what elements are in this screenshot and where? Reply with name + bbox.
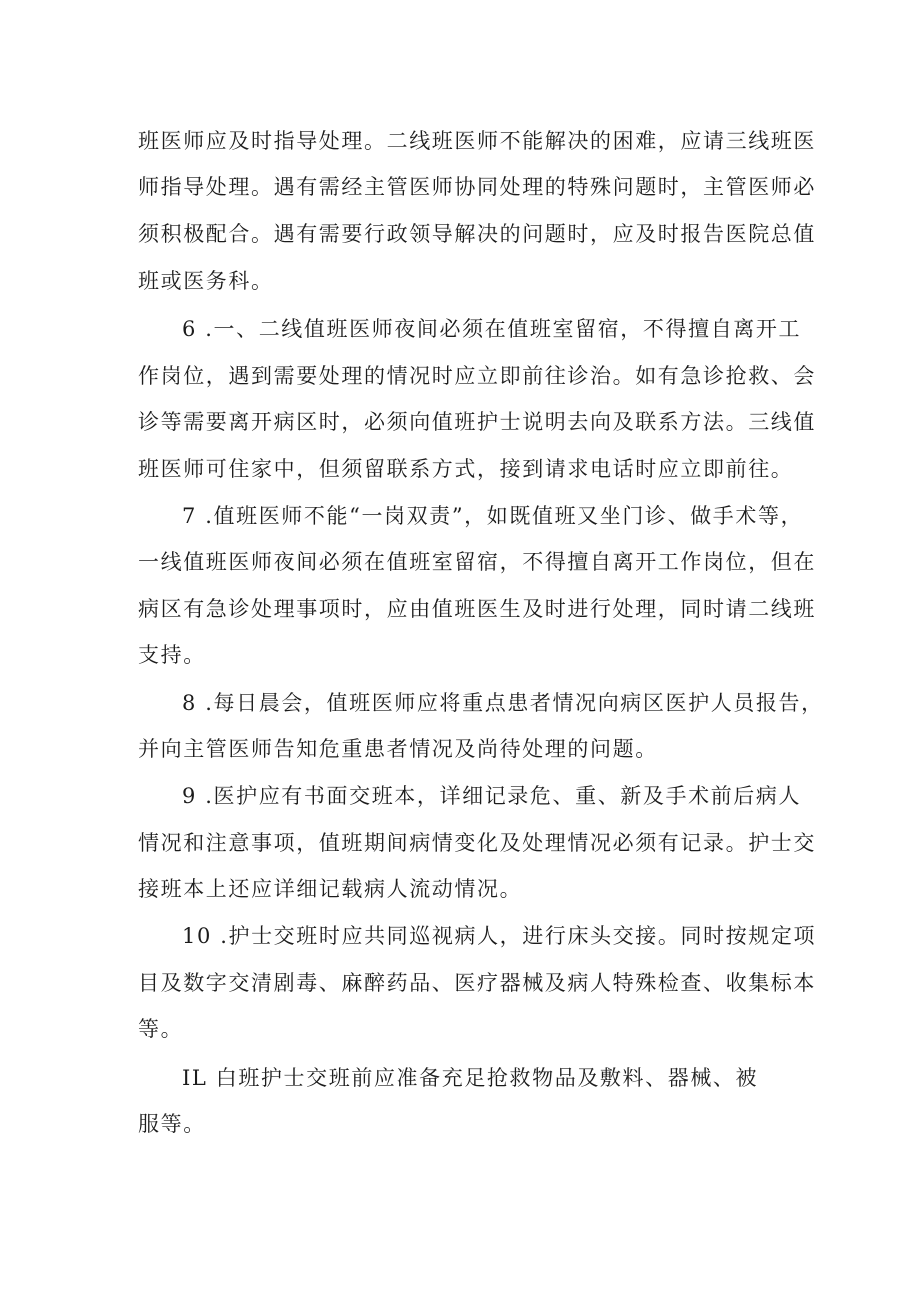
paragraph-8-start: 8 .每日晨会，值班医师应将重点患者情况向病区医护人员报告， [182, 691, 824, 715]
text-line: 接班本上还应详细记载病人流动情况。 [138, 877, 523, 901]
text-line: 等。 [138, 1017, 184, 1041]
paragraph-9-start: 9 .医护应有书面交班本，详细记录危、重、新及手术前后病人 [182, 784, 802, 808]
text-line: 师指导处理。遇有需经主管医师协同处理的特殊问题时，主管医师必 [138, 175, 816, 199]
text-line: 诊等需要离开病区时，必须向值班护士说明去向及联系方法。三线值 [138, 410, 816, 434]
paragraph-11-start: IL 白班护士交班前应准备充足抢救物品及敷料、器械、被 [182, 1066, 759, 1090]
text-line: 须积极配合。遇有需要行政领导解决的问题时，应及时报告医院总值 [138, 222, 816, 246]
text-line: 班或医务科。 [138, 269, 274, 293]
text-line: 支持。 [138, 643, 206, 667]
text-line: 目及数字交清剧毒、麻醉药品、医疗器械及病人特殊检查、收集标本 [138, 971, 816, 995]
text-line: 情况和注意事项，值班期间病情变化及处理情况必须有记录。护士交 [138, 831, 816, 855]
paragraph-10-start: 10 .护士交班时应共同巡视病人，进行床头交接。同时按规定项 [182, 924, 817, 948]
text-line: 一线值班医师夜间必须在值班室留宿，不得擅自离开工作岗位，但在 [138, 550, 816, 574]
text-line: 服等。 [138, 1112, 206, 1136]
text-line: 班医师可住家中，但须留联系方式，接到请求电话时应立即前往。 [138, 457, 794, 481]
paragraph-7-start: 7 .值班医师不能“一岗双责”，如既值班又坐门诊、做手术等， [182, 504, 804, 528]
text-line: 作岗位，遇到需要处理的情况时应立即前往诊治。如有急诊抢救、会 [138, 364, 816, 388]
text-line: 病区有急诊处理事项时，应由值班医生及时进行处理，同时请二线班 [138, 597, 816, 621]
text-line: 并向主管医师告知危重患者情况及尚待处理的问题。 [138, 737, 658, 761]
text-line: 班医师应及时指导处理。二线班医师不能解决的困难，应请三线班医 [138, 129, 816, 153]
paragraph-6-start: 6 .一、二线值班医师夜间必须在值班室留宿，不得擅自离开工 [182, 317, 802, 341]
